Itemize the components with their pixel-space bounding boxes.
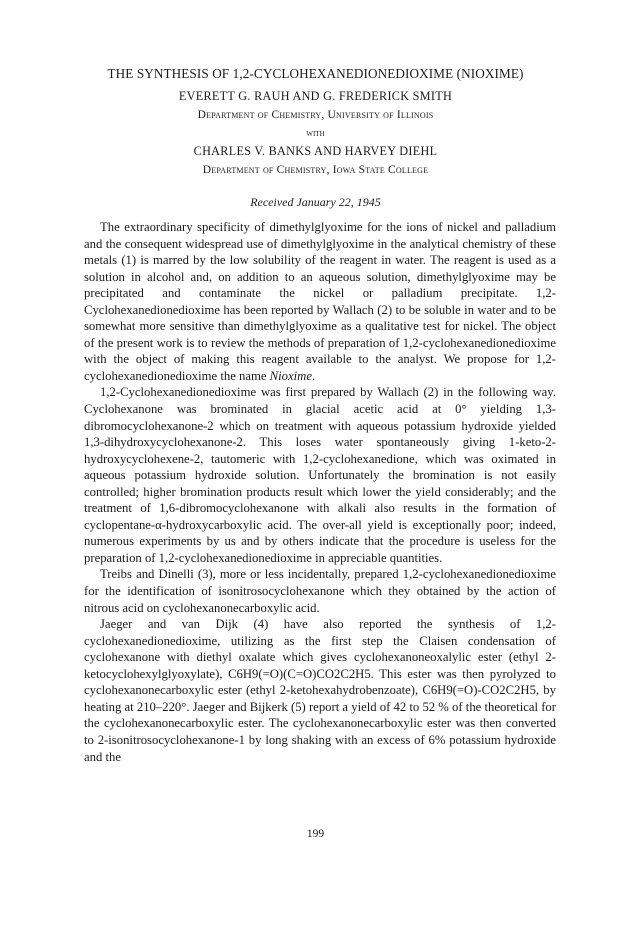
paragraph-4: Jaeger and van Dijk (4) have also reported the synthesis of 1,2-cyclohexanedionedioxime, utilizing as the first step the Claisen condensation of cyclohexanone with diethyl oxalate which gives cyclohexanoneoxalylic ester (ethyl 2-ketocyclohexylglyoxylate), C6H9(=O)(C=O)CO2C2H5. This ester was then pyrolyzed to cyclohexanonecarboxylic ester (ethyl 2-ketohexahydrobenzoate), C6H9(=O)-CO2C2H5, by heating at 210–220°. Jaeger and Bijkerk (5) report a yield of 42 to 52 % of the theoretical for the cyclohexanonecarboxylic ester. The cyclohexanonecarboxylic ester was then converted to 2-isonitrosocyclohexanone-1 by long shaking with an excess of 6% potassium hydroxide and the [84,617,556,764]
received-date: Received January 22, 1945 [250,195,381,209]
affiliation-2: Department of Chemistry, Iowa State College [202,164,429,176]
affiliation-1: Department of Chemistry, University of Illinois [197,109,434,121]
paragraph-1: The extraordinary specificity of dimethylglyoxime for the ions of nickel and palladium and the consequent widespread use of dimethylglyoxime in the analytical chemistry of these metals (1) is marred by the low solubility of the reagent in water. The reagent is used as a solution in alcohol and, on addition to an aqueous solution, dimethylglyoxime may be precipitated and contaminate the nickel or palladium precipitate. 1,2-Cyclohexanedionedioxime has been reported by Wallach (2) to be soluble in water and to be somewhat more sensitive than dimethylglyoxime as a qualitative test for nickel. The object of the present work is to review the methods of preparation of 1,2-cyclohexanedionedioxime with the object of making this reagent available to the analyst. We propose for 1,2-cyclohexanedionedioxime the name Nioxime. [84,220,556,383]
paragraph-2: 1,2-Cyclohexanedionedioxime was first prepared by Wallach (2) in the following way. Cyclohexanone was brominated in glacial acetic acid at 0° yielding 1,3-dibromocyclohexanone-2 which on treatment with aqueous potassium hydroxide yielded 1,3-dihydroxycyclohexanone-2. This loses water spontaneously giving 1-keto-2-hydroxycyclohexene-2, tautomeric with 1,2-cyclohexanedione, which was oximated in aqueous potassium hydroxide solution. Unfortunately the bromination is not easily controlled; higher bromination products result which lower the yield considerably; and the treatment of 1,6-dibromocyclohexanone with alkali also results in the formation of cyclopentane-α-hydroxycarboxylic acid. The over-all yield is exceptionally poor; indeed, numerous experiments by us and by others indicate that the procedure is useless for the preparation of 1,2-cyclohexanedionedioxime in appreciable quantities. [84,385,556,565]
article-body [84,219,556,765]
article-title: THE SYNTHESIS OF 1,2-CYCLOHEXANEDIONEDIOXIME (NIOXIME) [107,66,524,81]
page-number: 199 [306,828,325,840]
author-line-2: CHARLES V. BANKS AND HARVEY DIEHL [193,144,438,158]
with-label: with [306,128,325,139]
paragraph-3: Treibs and Dinelli (3), more or less incidentally, prepared 1,2-cyclohexanedionedioxime for the identification of isonitrosocyclohexanone which they obtained by the action of nitrous acid on cyclohexanonecarboxylic acid. [84,567,556,615]
author-line-1: EVERETT G. RAUH AND G. FREDERICK SMITH [178,89,453,103]
